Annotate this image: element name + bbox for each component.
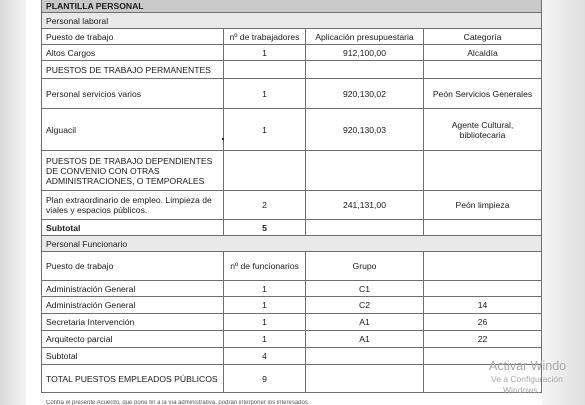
watermark-title: Activar Windo bbox=[489, 359, 567, 373]
viewer-left-margin bbox=[0, 0, 26, 405]
section-personal-funcionario bbox=[42, 236, 542, 252]
table-cell bbox=[306, 220, 424, 236]
subtotal-label: Subtotal bbox=[42, 348, 224, 365]
table-row bbox=[42, 151, 542, 191]
table-cell: C1 bbox=[306, 281, 424, 297]
stray-mark bbox=[222, 138, 224, 140]
table-cell: Secretaria Intervención bbox=[42, 314, 224, 331]
table-cell bbox=[306, 61, 424, 79]
funcionario-header-row bbox=[42, 252, 542, 281]
table-cell: Administración General bbox=[42, 297, 224, 314]
header-cell: Puesto de trabajo bbox=[42, 29, 224, 45]
table-row bbox=[42, 281, 542, 297]
table-cell: Plan extraordinario de empleo. Limpieza de viales y espacios públicos. bbox=[42, 191, 224, 220]
subtotal-value: 5 bbox=[224, 220, 306, 236]
table-cell: 26 bbox=[424, 314, 542, 331]
table-title: PLANTILLA PERSONAL bbox=[42, 0, 542, 13]
header-cell: Categoría bbox=[424, 29, 542, 45]
total-label: TOTAL PUESTOS EMPLEADOS PÚBLICOS bbox=[42, 365, 224, 393]
footer-text-fragment: Contra el presente Acuerdo, que pone fin a la vía administrativa, podrán interponer los interesados bbox=[46, 400, 308, 405]
plantilla-personal-table bbox=[41, 0, 542, 393]
table-cell: 1 bbox=[224, 314, 306, 331]
subtotal-label: Subtotal bbox=[42, 220, 224, 236]
subtotal-row bbox=[42, 348, 542, 365]
section-personal-laboral bbox=[42, 13, 542, 29]
table-cell: 22 bbox=[424, 331, 542, 348]
viewer-right-margin bbox=[541, 0, 585, 405]
table-cell: 920,130,03 bbox=[306, 109, 424, 151]
table-cell: 2 bbox=[224, 191, 306, 220]
table-cell: 920,130,02 bbox=[306, 79, 424, 109]
table-cell bbox=[306, 151, 424, 191]
table-row bbox=[42, 79, 542, 109]
header-cell bbox=[424, 252, 542, 281]
table-cell: 1 bbox=[224, 45, 306, 61]
table-cell bbox=[306, 348, 424, 365]
table-cell: 1 bbox=[224, 281, 306, 297]
windows-activation-watermark bbox=[489, 359, 585, 405]
table-cell bbox=[424, 151, 542, 191]
laboral-header-row bbox=[42, 29, 542, 45]
table-title-row bbox=[42, 0, 542, 13]
table-cell: 241,131,00 bbox=[306, 191, 424, 220]
table-cell: A1 bbox=[306, 331, 424, 348]
watermark-line: Ve a Configuración bbox=[491, 374, 563, 384]
section-title: Personal Funcionario bbox=[42, 236, 542, 252]
table-row bbox=[42, 331, 542, 348]
table-cell: Administración General bbox=[42, 281, 224, 297]
total-row bbox=[42, 365, 542, 393]
table-cell bbox=[306, 365, 424, 393]
table-cell: 1 bbox=[224, 297, 306, 314]
group-label: PUESTOS DE TRABAJO PERMANENTES bbox=[42, 61, 224, 79]
table-cell: 912,100,00 bbox=[306, 45, 424, 61]
table-cell: Altos Cargos bbox=[42, 45, 224, 61]
table-cell: 1 bbox=[224, 331, 306, 348]
table-cell: Peón limpieza bbox=[424, 191, 542, 220]
table-cell: Alcaldía bbox=[424, 45, 542, 61]
table-cell bbox=[224, 151, 306, 191]
table-row bbox=[42, 61, 542, 79]
total-value: 9 bbox=[224, 365, 306, 393]
table-cell bbox=[424, 61, 542, 79]
table-cell: 1 bbox=[224, 109, 306, 151]
table-cell: A1 bbox=[306, 314, 424, 331]
table-cell bbox=[224, 61, 306, 79]
header-cell: nº de funcionarios bbox=[224, 252, 306, 281]
table-row bbox=[42, 45, 542, 61]
section-title: Personal laboral bbox=[42, 13, 542, 29]
header-cell: Aplicación presupuestaria bbox=[306, 29, 424, 45]
table-cell: 1 bbox=[224, 79, 306, 109]
table-row bbox=[42, 314, 542, 331]
table-row bbox=[42, 109, 542, 151]
header-cell: Puesto de trabajo bbox=[42, 252, 224, 281]
header-cell: Grupo bbox=[306, 252, 424, 281]
table-cell: Personal servicios varios bbox=[42, 79, 224, 109]
table-row bbox=[42, 191, 542, 220]
table-cell: Alguacil bbox=[42, 109, 224, 151]
watermark-line: Windows. bbox=[503, 385, 540, 395]
subtotal-row bbox=[42, 220, 542, 236]
table-cell: C2 bbox=[306, 297, 424, 314]
table-cell bbox=[424, 281, 542, 297]
table-cell: Arquitecto parcial bbox=[42, 331, 224, 348]
table-cell bbox=[424, 220, 542, 236]
table-cell: 14 bbox=[424, 297, 542, 314]
group-label: PUESTOS DE TRABAJO DEPENDIENTES DE CONVENIO CON OTRAS ADMINISTRACIONES, O TEMPORALES bbox=[42, 151, 224, 191]
table-cell: Peón Servicios Generales bbox=[424, 79, 542, 109]
table-cell: Agente Cultural, bibliotecaria bbox=[424, 109, 542, 151]
header-cell: nº de trabajadores bbox=[224, 29, 306, 45]
subtotal-value: 4 bbox=[224, 348, 306, 365]
table-row bbox=[42, 297, 542, 314]
